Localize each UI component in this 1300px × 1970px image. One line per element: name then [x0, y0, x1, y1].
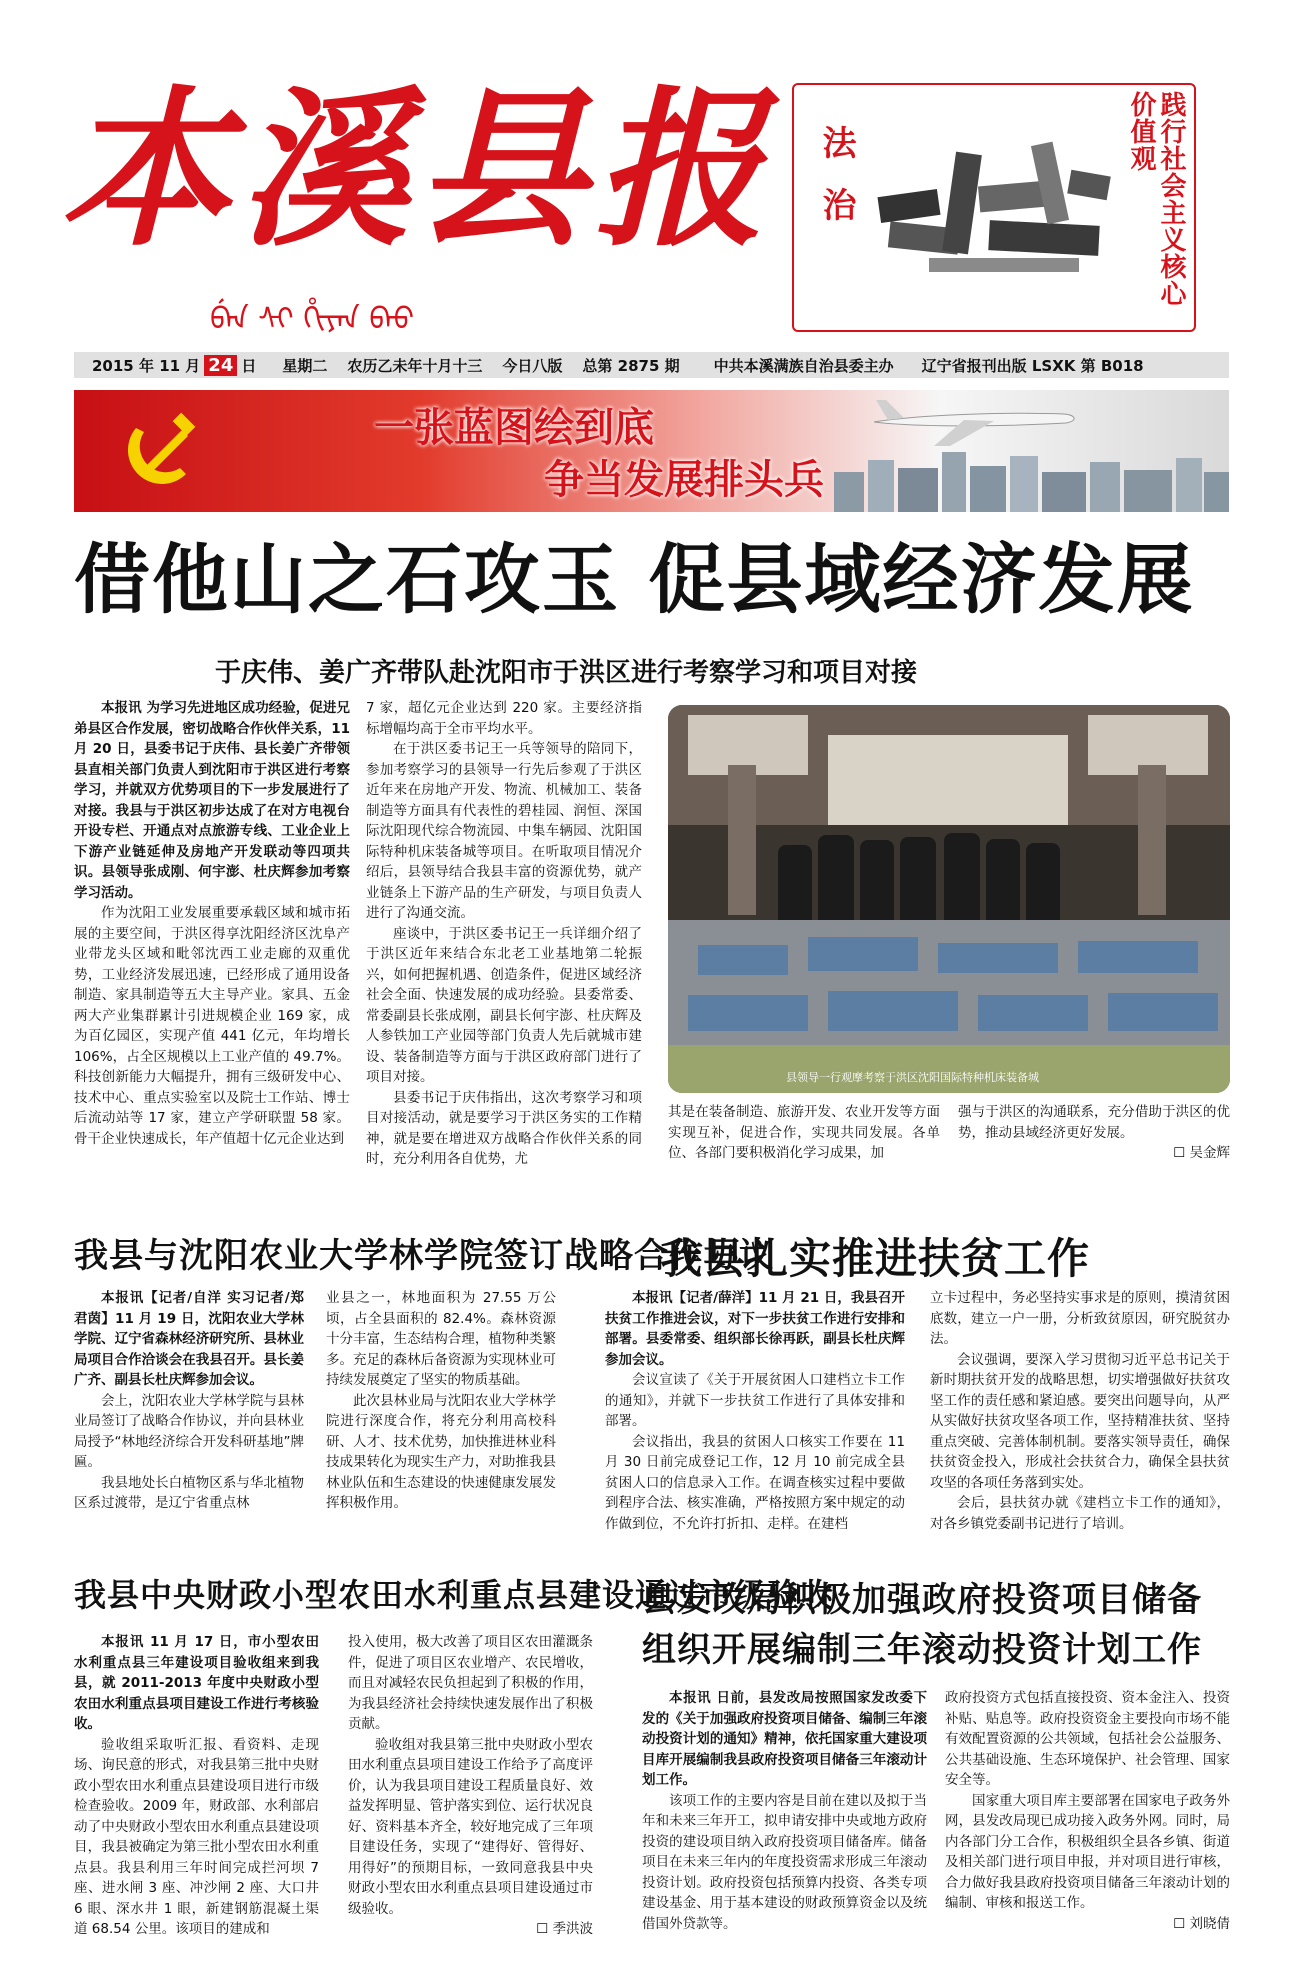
- story3-title: 我县扎实推进扶贫工作: [660, 1234, 1091, 1283]
- story5-title-line-1: 县发改局积极加强政府投资项目储备: [642, 1580, 1202, 1620]
- banner-line-1: 一张蓝图绘到底: [374, 405, 654, 451]
- story2-column-2: [326, 1288, 556, 1514]
- lead-subhead: 于庆伟、姜广齐带队赴沈阳市于洪区进行考察学习和项目对接: [215, 658, 918, 688]
- lead-photo: [668, 705, 1230, 1093]
- lead-headline: 借他山之石攻玉 促县域经济发展: [74, 535, 1195, 624]
- issue-number: 总第 2875 期: [582, 356, 680, 375]
- article-paragraph: 政府投资方式包括直接投资、资本金注入、投资补贴、贴息等。政府投资资金主要投向市场不能有效配置资源的公共领域，包括社会公益服务、公共基础设施、生态环境保护、社会管理、国家安全等。: [945, 1690, 1230, 1788]
- date-prefix: 2015 年 11 月: [92, 356, 201, 375]
- party-emblem-icon: [122, 408, 206, 492]
- date-suffix: 日: [241, 356, 257, 375]
- article-paragraph: 投入使用，极大改善了项目区农田灌溉条件，促进了项目区农业增产、农民增收，而且对减轻农民负担起到了积极的作用，为我县经济社会持续快速发展作出了积极贡献。: [348, 1634, 593, 1732]
- lead-column-4: [958, 1102, 1230, 1164]
- article-paragraph: 会议强调，要深入学习贯彻习近平总书记关于新时期扶贫开发的战略思想，切实增强做好扶贫攻坚工作的责任感和紧迫感。要突出问题导向，从严从实做好扶贫攻坚各项工作，坚持精准扶贫、坚持重点突破、完善体制机制。要落实领导责任，确保扶贫资金投入，形成社会扶贫合力，确保全县扶贫攻坚的各项任务落到实处。: [930, 1351, 1230, 1491]
- article-paragraph: 国家重大项目库主要部署在国家电子政务外网，县发改局现已成功接入政务外网。同时，局内各部门分工合作，积极组织全县各乡镇、街道及相关部门进行项目申报，并对项目进行审核，合力做好我县政府投资项目储备三年滚动计划的编制、审核和报送工作。: [945, 1792, 1230, 1911]
- article-paragraph: 本报讯【记者/薛洋】11 月 21 日，我县召开扶贫工作推进会议，对下一步扶贫工作进行安排和部署。县委常委、组织部长徐再跃，副县长杜庆辉参加会议。: [605, 1290, 905, 1368]
- lead-author: ☐ 吴金辉: [1173, 1145, 1230, 1161]
- article-paragraph: 此次县林业局与沈阳农业大学林学院进行深度合作，将充分利用高校科研、人才、技术优势，加快推进林业科技成果转化为现实生产力，对助推我县林业队伍和生态建设的快速健康发展发挥积极作用。: [326, 1392, 556, 1511]
- top-banner: [74, 390, 1229, 512]
- exhibition-hall-image: [668, 705, 1230, 1093]
- article-paragraph: 会议宣读了《关于开展贫困人口建档立卡工作的通知》，并就下一步扶贫工作进行了具体安排和部署。: [605, 1372, 905, 1429]
- manchu-title: ᠪᡝᠨ ᠰᡳ ᡥᡳᠶᠠᠨ ᠪᠠᠣ: [210, 302, 415, 337]
- article-paragraph: 7 家，超亿元企业达到 220 家。主要经济指标增幅均高于全市平均水平。: [366, 700, 642, 737]
- article-paragraph: 验收组采取听汇报、看资料、走现场、询民意的形式，对我县第三批中央财政小型农田水利重点县建设项目进行市级检查验收。2009 年，财政部、水利部启动了中央财政小型农田水利重点县建设项目，我县被确定为第三批小型农田水利重点县。我县利用三年时间完成拦河坝 7 座、进水闸 3 座、冲沙闸 2 座、大口井 6 眼、深水井 1 眼，新建钢筋混凝土渠道 68.54 公里。该项目的建成和: [74, 1736, 319, 1937]
- article-paragraph: 座谈中，于洪区委书记王一兵详细介绍了于洪区近年来结合东北老工业基地第二轮振兴，如何把握机遇、创造条件，促进区域经济社会全面、快速发展的成功经验。县委常委、常委副县长张成刚，副县长何宇澎、杜庆辉及人参铁加工产业园等部门负责人先后就城市建设、装备制造等方面与于洪区政府部门进行了项目对接。: [366, 925, 642, 1085]
- sponsor: 中共本溪满族自治县委主办: [713, 356, 894, 375]
- lead-paragraph: 本报讯 为学习先进地区成功经验，促进兄弟县区合作发展，密切战略合作伙伴关系，11 月 20 日，县委书记于庆伟、县长姜广齐带领县直相关部门负责人到沈阳市于洪区进行考察学习，并就双方优势项目的下一步发展进行了对接。我县与于洪区初步达成了在对方电视台开设专栏、开通点对点旅游专线、工业企业上下游产业链延伸及房地产开发联动等四项共识。县领导张成刚、何宇澎、杜庆辉参加考察学习活动。: [74, 700, 350, 901]
- edition-count: 今日八版: [502, 356, 563, 375]
- date-bar: [74, 352, 1229, 378]
- article-paragraph: 在于洪区委书记王一兵等领导的陪同下，参加考察学习的县领导一行先后参观了于洪区近年来在房地产开发、物流、机械加工、装备制造等方面具有代表性的碧桂园、润恒、深国际沈阳现代综合物流园、中集车辆园、沈阳国际特种机床装备城等项目。在听取项目情况介绍后，县领导结合我县丰富的资源优势，就产业链条上下游产品的生产研发，与项目负责人进行了沟通交流。: [366, 741, 642, 921]
- city-skyline-image: [834, 442, 1229, 512]
- article-paragraph: 立卡过程中，务必坚持实事求是的原则，摸清贫困底数，建立一户一册，分析致贫原因，研究脱贫办法。: [930, 1290, 1230, 1347]
- article-paragraph: 本报讯 11 月 17 日，市小型农田水利重点县三年建设项目验收组来到我县，就 2011-2013 年度中央财政小型农田水利重点县项目建设工作进行考核验收。: [74, 1634, 319, 1732]
- story4-title: 我县中央财政小型农田水利重点县建设通过市级验收: [74, 1576, 834, 1614]
- story4-author: ☐ 季洪波: [536, 1921, 593, 1937]
- story3-column-1: [605, 1288, 905, 1534]
- lead-column-1: [74, 698, 350, 1149]
- banner-line-2: 争当发展排头兵: [544, 457, 824, 503]
- photo-caption: 县领导一行观摩考察于洪区沈阳国际特种机床装备城: [786, 1071, 1039, 1084]
- story5-title-line-2: 组织开展编制三年滚动投资计划工作: [642, 1630, 1202, 1670]
- lead-column-2: [366, 698, 642, 1170]
- ear-slogan: 践行社会主义核心价值观: [1126, 91, 1186, 307]
- weekday: 星期二: [282, 356, 328, 375]
- article-paragraph: 其是在装备制造、旅游开发、农业开发等方面实现互补，促进合作，实现共同发展。各单位、各部门要积极消化学习成果，加: [668, 1104, 940, 1161]
- article-paragraph: 本报讯【记者/自洋 实习记者/郑君茵】11 月 19 日，沈阳农业大学林学院、辽宁省森林经济研究所、县林业局项目合作洽谈会在我县召开。县长姜广齐、副县长杜庆辉参加会议。: [74, 1290, 304, 1388]
- rule-of-law-illustration: [869, 133, 1124, 283]
- newspaper-title: 本溪县报: [60, 70, 773, 270]
- story4-column-1: [74, 1632, 319, 1940]
- ear-fazhi-label: 法治: [816, 125, 856, 249]
- article-paragraph: 会后，县扶贫办就《建档立卡工作的通知》，对各乡镇党委副书记进行了培训。: [930, 1495, 1230, 1532]
- article-paragraph: 会议指出，我县的贫困人口核实工作要在 11 月 30 日前完成登记工作，12 月 10 前完成全县贫困人口的信息录入工作。在调查核实过程中要做到程序合法、核实准确，严格按照方案中规定的动作做到位，不允许打折扣、走样。在建档: [605, 1433, 905, 1532]
- masthead: [60, 60, 780, 337]
- story5-column-2: [945, 1688, 1230, 1934]
- story2-title: 我县与沈阳农业大学林学院签订战略合作协议: [74, 1236, 774, 1276]
- ear-box: [792, 83, 1196, 332]
- article-paragraph: 我县地处长白植物区系与华北植物区系过渡带，是辽宁省重点林: [74, 1474, 304, 1511]
- article-paragraph: 会上，沈阳农业大学林学院与县林业局签订了战略合作协议，并向县林业局授予“林地经济综合开发科研基地”牌匾。: [74, 1392, 304, 1470]
- story4-column-2: [348, 1632, 593, 1940]
- license-number: 辽宁省报刊出版 LSXK 第 B018: [921, 356, 1144, 375]
- article-paragraph: 强与于洪区的沟通联系，充分借助于洪区的优势，推动县域经济更好发展。: [958, 1104, 1230, 1141]
- lunar-date: 农历乙未年十月十三: [347, 356, 483, 375]
- story5-column-1: [642, 1688, 927, 1934]
- article-paragraph: 县委书记于庆伟指出，这次考察学习和项目对接活动，就是要学习于洪区务实的工作精神，就是要在增进双方战略合作伙伴关系的同时，充分利用各自优势，尤: [366, 1089, 642, 1167]
- airplane-image: [864, 390, 1084, 450]
- article-paragraph: 该项工作的主要内容是目前在建以及拟于当年和未来三年开工，拟申请安排中央或地方政府投资的建设项目纳入政府投资项目储备库。储备项目在未来三年内的年度投资需求形成三年滚动投资计划。政府投资包括预算内投资、各类专项建设基金、用于基本建设的财政预算资金以及统借国外贷款等。: [642, 1792, 927, 1932]
- story5-author: ☐ 刘晓倩: [1173, 1915, 1230, 1932]
- date-day: 24: [204, 355, 237, 376]
- story3-column-2: [930, 1288, 1230, 1534]
- article-paragraph: 本报讯 日前，县发改局按照国家发改委下发的《关于加强政府投资项目储备、编制三年滚动投资计划的通知》精神，依托国家重大建设项目库开展编制我县政府投资项目储备三年滚动计划工作。: [642, 1690, 927, 1788]
- lead-column-3: [668, 1102, 940, 1164]
- article-paragraph: 作为沈阳工业发展重要承载区域和城市拓展的主要空间，于洪区得享沈阳经济区沈阜产业带龙头区域和毗邻沈西工业走廊的双重优势，工业经济发展迅速，已经形成了通用设备制造、家具制造等五大主导产业。家具、五金两大产业集群累计引进规模企业 169 家，成为百亿园区，实现产值 441 亿元，年均增长 106%，占全区规模以上工业产值的 49.7%。科技创新能力大幅提升，拥有三级研发中心、技术中心、重点实验室以及院士工作站、博士后流动站等 17 家，建立产学研联盟 58 家。骨干企业快速成长，年产值超十亿元企业达到: [74, 905, 350, 1147]
- article-paragraph: 业县之一，林地面积为 27.55 万公顷，占全县面积的 82.4%。森林资源十分丰富，生态结构合理，植物种类繁多。充足的森林后备资源为实现林业可持续发展奠定了坚实的物质基础。: [326, 1290, 556, 1388]
- story2-column-1: [74, 1288, 304, 1514]
- article-paragraph: 验收组对我县第三批中央财政小型农田水利重点县项目建设工作给予了高度评价，认为我县项目建设工程质量良好、效益发挥明显、管护落实到位、运行状况良好、资料基本齐全，较好地完成了三年项目建设任务，实现了“建得好、管得好、用得好”的预期目标，一致同意我县中央财政小型农田水利重点县项目建设通过市级验收。: [348, 1736, 593, 1917]
